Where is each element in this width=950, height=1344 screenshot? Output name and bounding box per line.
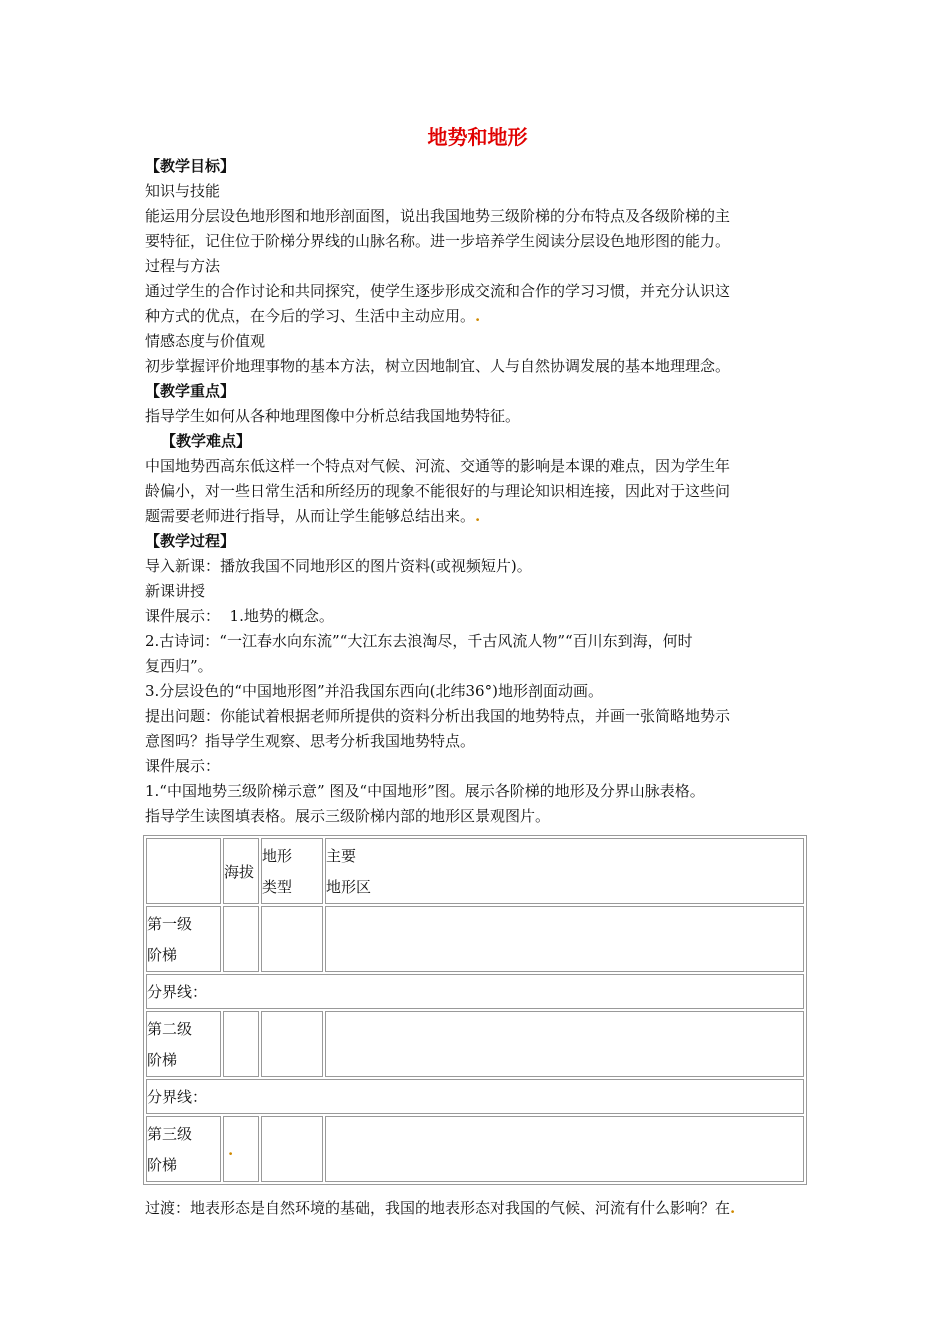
- subheading-knowledge: 知识与技能: [145, 182, 221, 200]
- paragraph-line: 要特征，记住位于阶梯分界线的山脉名称。进一步培养学生阅读分层设色地形图的能力。: [145, 232, 731, 250]
- transition-text: 过渡：地表形态是自然环境的基础，我国的地表形态对我国的气候、河流有什么影响？在: [145, 1199, 731, 1217]
- paragraph-line: 课件展示：: [145, 757, 221, 775]
- paragraph-line: 指导学生读图填表格。展示三级阶梯内部的地形区景观图片。: [145, 807, 551, 825]
- table-cell: [223, 1011, 259, 1077]
- heading-key-points: 【教学重点】: [145, 382, 236, 400]
- heading-process: 【教学过程】: [145, 532, 236, 550]
- table-row: [146, 906, 804, 972]
- table-cell: [325, 906, 804, 972]
- table-cell: [261, 1116, 323, 1182]
- heading-goals: 【教学目标】: [145, 157, 236, 175]
- heading-difficulties: 【教学难点】: [161, 432, 252, 450]
- paragraph-line: 新课讲授: [145, 582, 206, 600]
- paragraph-line: 提出问题：你能试着根据老师所提供的资料分析出我国的地势特点，并画一张简略地势示: [145, 707, 731, 725]
- table-header-main-regions: 主要 地形区: [325, 838, 804, 904]
- row-label-third: 第三级 阶梯: [146, 1116, 221, 1182]
- paragraph-text: 种方式的优点，在今后的学习、生活中主动应用。: [145, 307, 476, 325]
- paragraph-text: 题需要老师进行指导，从而让学生能够总结出来。: [145, 507, 476, 525]
- table-cell: [325, 1011, 804, 1077]
- paragraph-line: 3.分层设色的“中国地形图”并沿我国东西向(北纬36°)地形剖面动画。: [145, 682, 603, 700]
- paragraph-line: 课件展示： 1.地势的概念。: [145, 607, 334, 625]
- paragraph-line: 导入新课：播放我国不同地形区的图片资料(或视频短片)。: [145, 557, 532, 575]
- table-row: [146, 1116, 804, 1182]
- subheading-process: 过程与方法: [145, 257, 221, 275]
- divider-label: 分界线：: [146, 974, 804, 1009]
- table-header-landform-type: 地形 类型: [261, 838, 323, 904]
- marker-dot: .: [475, 307, 481, 325]
- table-row: [146, 1011, 804, 1077]
- document-page: [145, 122, 810, 1185]
- table-header-row: [146, 838, 804, 904]
- paragraph-line: 2.古诗词：“一江春水向东流”“大江东去浪淘尽，千古风流人物”“百川东到海，何时: [145, 632, 693, 650]
- paragraph-line: 能运用分层设色地形图和地形剖面图，说出我国地势三级阶梯的分布特点及各级阶梯的主: [145, 207, 731, 225]
- row-label-first: 第一级 阶梯: [146, 906, 221, 972]
- marker-dot: .: [475, 507, 481, 525]
- table-header-altitude: 海拔: [223, 838, 259, 904]
- table-cell: [325, 1116, 804, 1182]
- paragraph-line: 初步掌握评价地理事物的基本方法，树立因地制宜、人与自然协调发展的基本地理理念。: [145, 357, 731, 375]
- paragraph-line: 中国地势西高东低这样一个特点对气候、河流、交通等的影响是本课的难点，因为学生年: [145, 457, 731, 475]
- paragraph-line-wrap: [145, 1196, 810, 1221]
- paragraph-line: 指导学生如何从各种地理图像中分析总结我国地势特征。: [145, 407, 521, 425]
- table-divider-row: [146, 1079, 804, 1114]
- table-cell: [223, 1116, 259, 1182]
- table-cell: [223, 906, 259, 972]
- paragraph-line: 通过学生的合作讨论和共同探究，使学生逐步形成交流和合作的学习习惯，并充分认识这: [145, 282, 731, 300]
- divider-label: 分界线：: [146, 1079, 804, 1114]
- marker-dot: .: [730, 1199, 736, 1217]
- table-divider-row: [146, 974, 804, 1009]
- paragraph-line-wrap: [145, 504, 810, 529]
- marker-dot: .: [228, 1140, 234, 1159]
- paragraph-line: 意图吗？指导学生观察、思考分析我国地势特点。: [145, 732, 476, 750]
- row-label-second: 第二级 阶梯: [146, 1011, 221, 1077]
- table-header-cell: [146, 838, 221, 904]
- doc-title: 地势和地形: [427, 125, 528, 149]
- paragraph-line: 龄偏小，对一些日常生活和所经历的现象不能很好的与理论知识相连接，因此对于这些问: [145, 482, 731, 500]
- paragraph-line: 1.“中国地势三级阶梯示意” 图及“中国地形”图。展示各阶梯的地形及分界山脉表格。: [145, 782, 705, 800]
- table-cell: [261, 1011, 323, 1077]
- subheading-attitude: 情感态度与价值观: [145, 332, 266, 350]
- staircase-table: [143, 835, 807, 1185]
- paragraph-line: 复西归”。: [145, 657, 213, 675]
- table-cell: [261, 906, 323, 972]
- paragraph-line-wrap: [145, 304, 810, 329]
